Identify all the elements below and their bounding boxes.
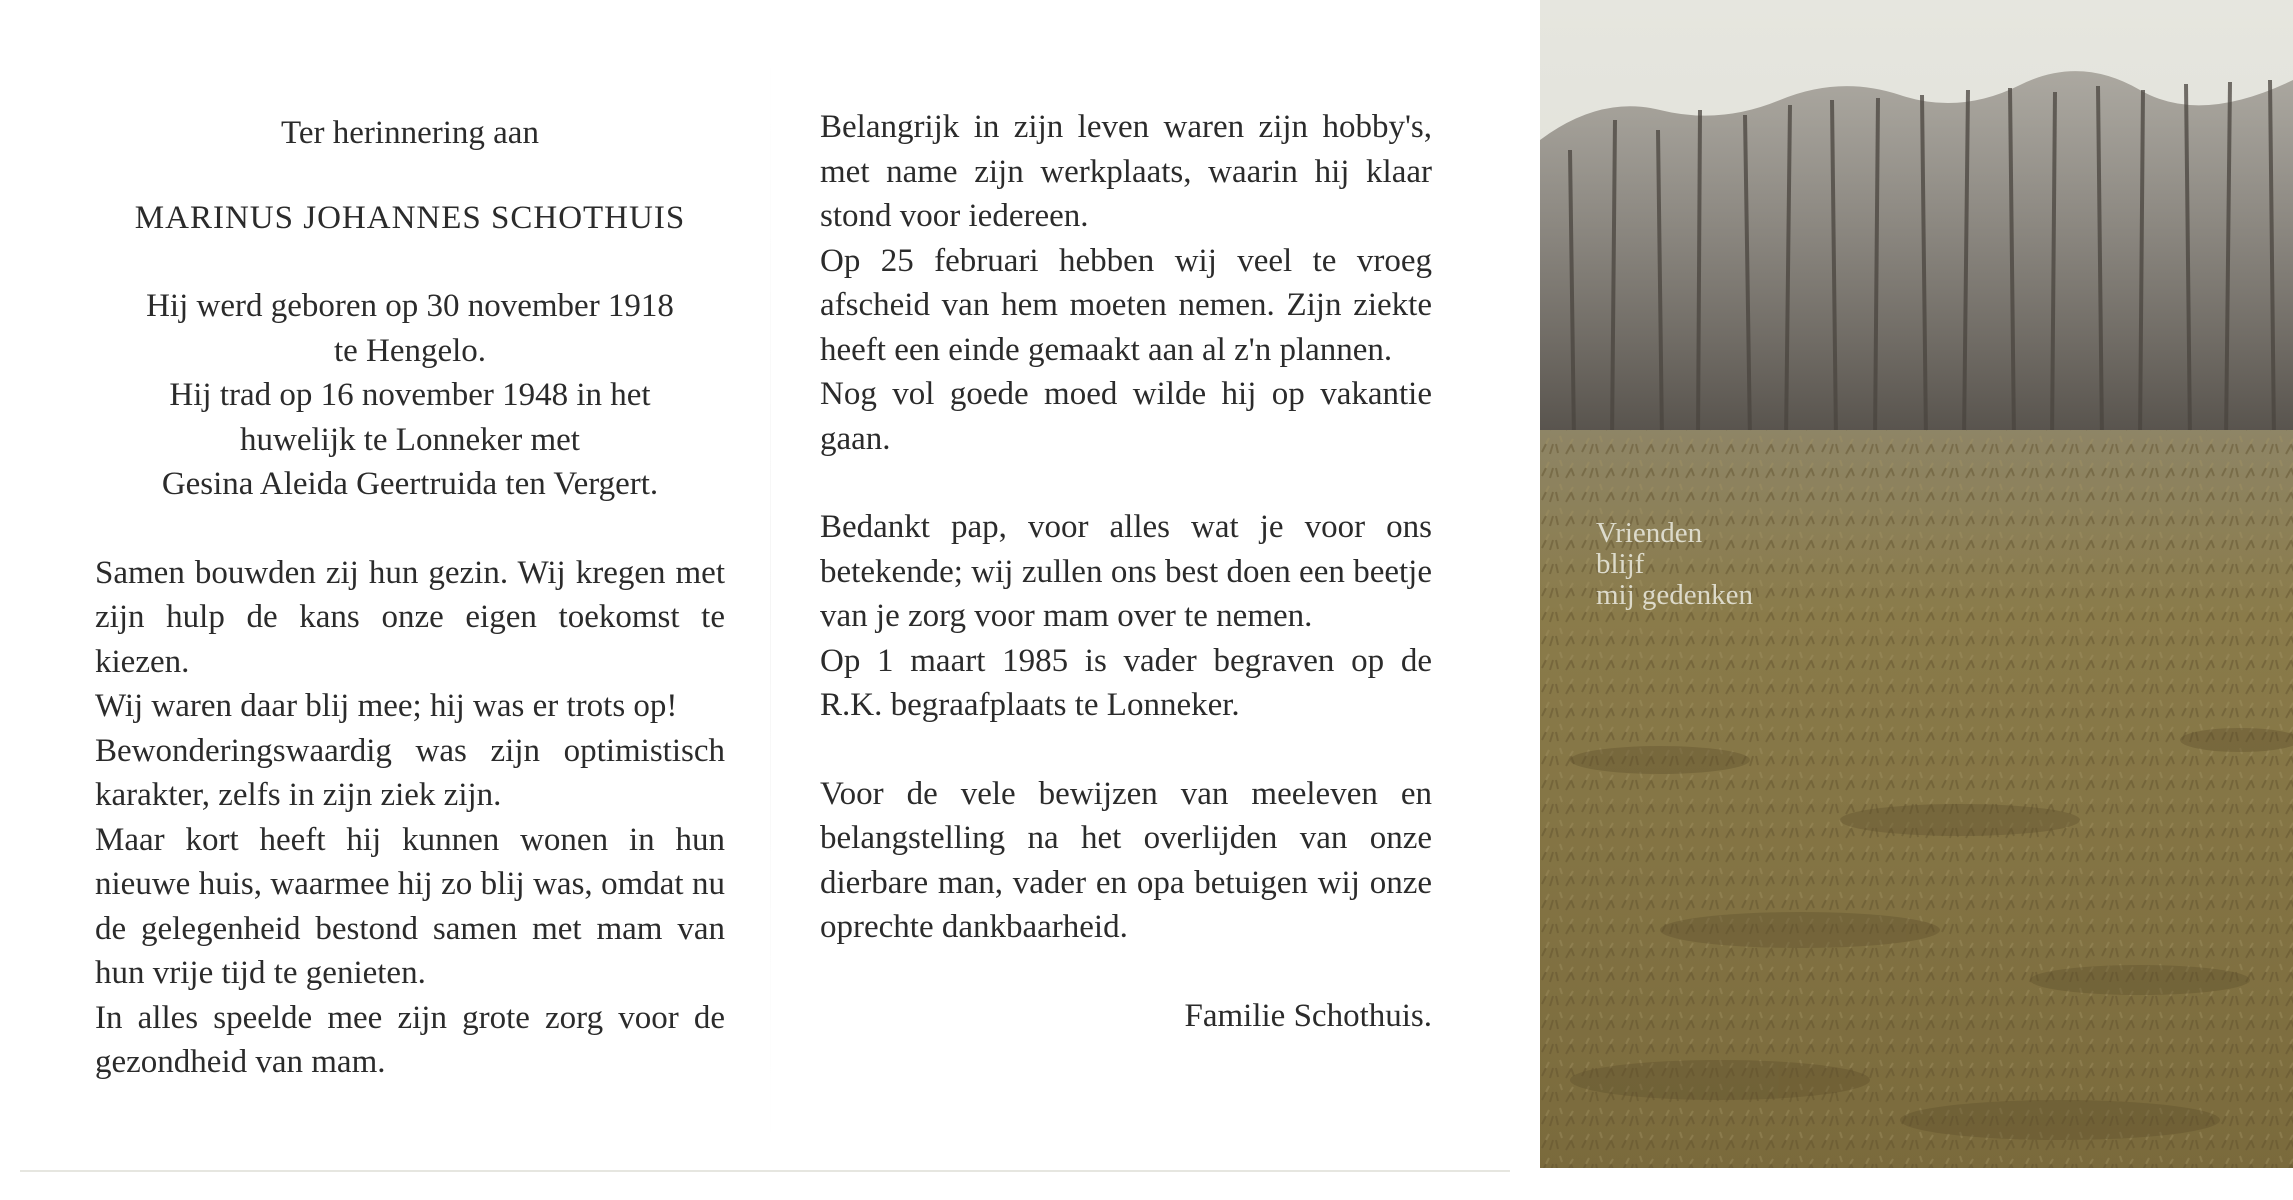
middle-panel [820, 105, 1432, 1038]
story-paragraph: Maar kort heeft hij kunnen wonen in hun nieuwe huis, waarmee hij zo blij was, omdat nu de gelegenheid bestond samen met mam van hun vrije tijd te genieten. [95, 821, 725, 991]
caption-line: mij gedenken [1596, 579, 1754, 611]
gratitude-paragraph: Voor de vele bewijzen van meeleven en belangstelling na het overlijden van onze dierbare man, vader en opa betuigen wij onze oprechte dankbaarheid. [820, 775, 1432, 945]
intro-text: Ter herinnering aan [281, 115, 539, 151]
story-paragraph: Bewonderingswaardig was zijn optimistisch karakter, zelfs in zijn ziek zijn. [95, 732, 725, 813]
story-paragraph: In alles speelde mee zijn grote zorg voor de gezondheid van mam. [95, 999, 725, 1080]
vacation-paragraph: Nog vol goede moed wilde hij op vakantie gaan. [820, 376, 1432, 457]
landscape-photo [1540, 0, 2293, 1178]
bio-line: Hij trad op 16 november 1948 in het [169, 377, 651, 413]
hobbies-paragraph: Belangrijk in zijn leven waren zijn hobby's, met name zijn werkplaats, waarin hij klaar stond voor iedereen. [820, 109, 1432, 234]
card-bottom-edge [20, 1170, 1510, 1172]
life-story [95, 551, 725, 1085]
farewell-paragraph: Op 25 februari hebben wij veel te vroeg afscheid van hem moeten nemen. Zijn ziekte heeft een einde gemaakt aan al z'n plannen. [820, 242, 1432, 368]
bio-line: te Hengelo. [333, 332, 487, 369]
thanks-paragraph: Bedankt pap, voor alles wat je voor ons betekende; wij zullen ons best doen een beetje van je zorg voor mam over te nemen. [820, 509, 1432, 634]
caption-line: blijf [1596, 548, 1645, 580]
biography [95, 284, 725, 507]
photo-bottom-margin [1540, 1168, 2293, 1200]
bio-line: huwelijk te Lonneker met [240, 421, 580, 458]
story-paragraph: Wij waren daar blij mee; hij was er trots op! [95, 688, 678, 724]
treeline [1540, 71, 2293, 440]
fold-line [770, 40, 771, 1160]
photo-caption [1596, 518, 1753, 611]
bio-line: Gesina Aleida Geertruida ten Vergert. [161, 466, 659, 502]
left-panel [95, 105, 725, 1085]
family-signature: Familie Schothuis. [1184, 997, 1432, 1034]
deceased-name: MARINUS JOHANNES SCHOTHUIS [134, 199, 686, 236]
burial-paragraph: Op 1 maart 1985 is vader begraven op de R.K. begraafplaats te Lonneker. [820, 642, 1432, 723]
caption-line: Vrienden [1596, 517, 1703, 549]
story-paragraph: Samen bouwden zij hun gezin. Wij kregen met zijn hulp de kans onze eigen toekomst te kiezen. [95, 554, 725, 680]
bio-line: Hij werd geboren op 30 november 1918 [146, 288, 674, 324]
